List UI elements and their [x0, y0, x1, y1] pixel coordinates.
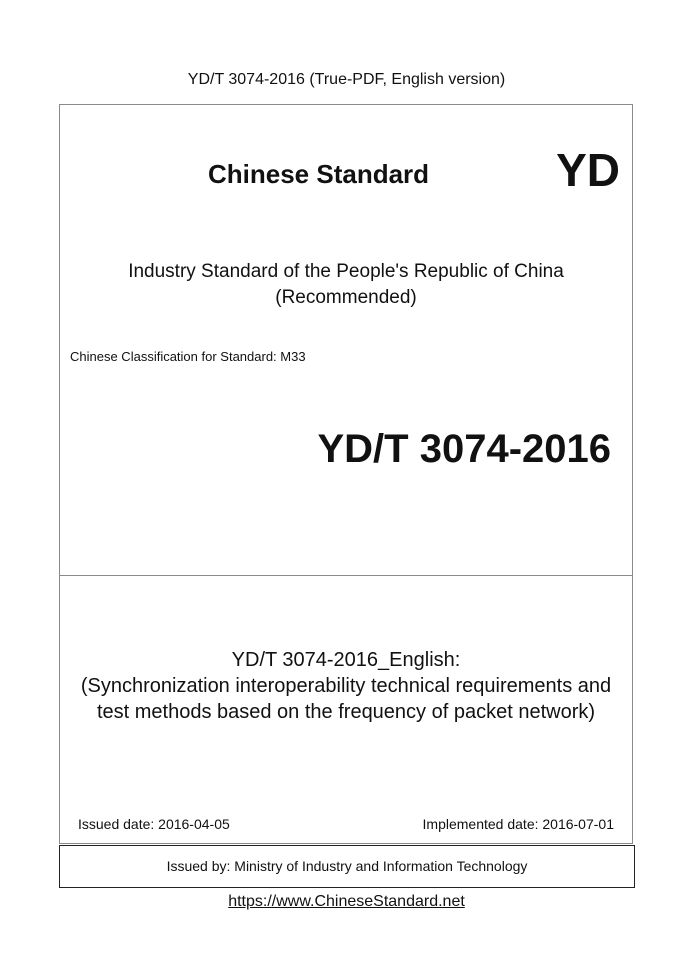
issued-date: Issued date: 2016-04-05 [78, 816, 230, 832]
industry-standard-heading [60, 259, 632, 311]
footer-link-container [0, 892, 693, 912]
issuer-box [59, 845, 635, 888]
standard-label: Chinese Standard [208, 159, 430, 189]
section-divider [60, 575, 632, 576]
implemented-date: Implemented date: 2016-07-01 [422, 816, 614, 832]
cover-frame [59, 104, 633, 844]
classification-label: Chinese Classification for Standard: M33 [70, 349, 306, 364]
english-title-block [60, 647, 632, 725]
english-title-line-2: (Synchronization interoperability technical requirements and [80, 675, 612, 697]
industry-line-1: Industry Standard of the People's Republic of China [128, 261, 564, 282]
standard-mark: YD [556, 144, 620, 196]
document-header-title: YD/T 3074-2016 (True-PDF, English version) [187, 71, 506, 88]
english-title-line-3: test methods based on the frequency of packet network) [96, 701, 596, 723]
standard-number: YD/T 3074-2016 [317, 427, 611, 471]
english-title-line-1: YD/T 3074-2016_English: [231, 649, 461, 671]
website-link[interactable]: https://www.ChineseStandard.net [228, 893, 465, 910]
issuer-text: Issued by: Ministry of Industry and Information Technology [166, 858, 528, 874]
industry-line-2: (Recommended) [275, 287, 417, 308]
